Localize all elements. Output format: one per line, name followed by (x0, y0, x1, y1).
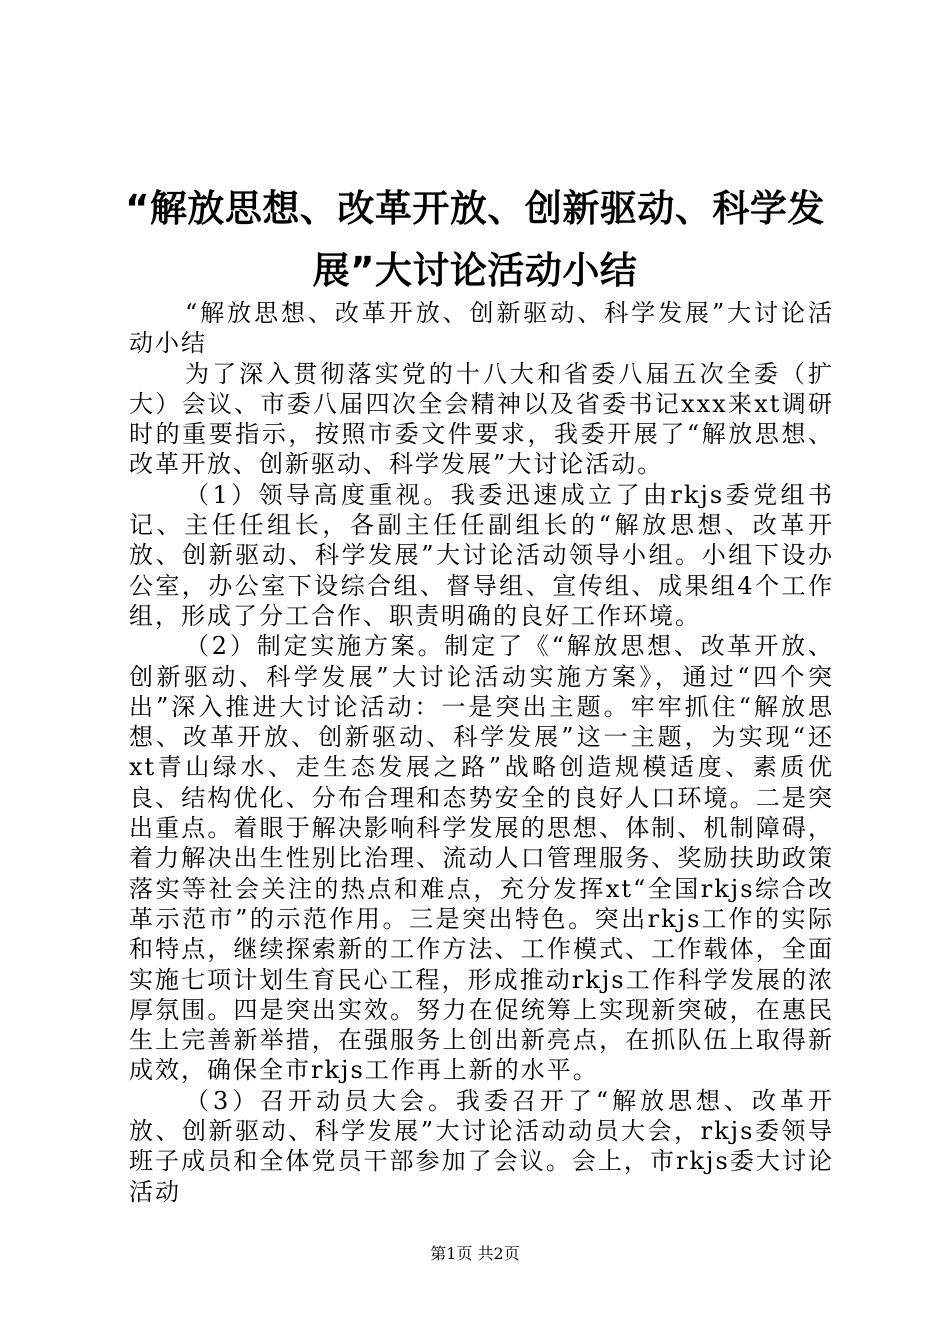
document-title (100, 178, 850, 302)
paragraph-subtitle: “解放思想、改革开放、创新驱动、科学发展”大讨论活动小结 (129, 299, 834, 358)
paragraph-meeting: （3）召开动员大会。我委召开了“解放思想、改革开放、创新驱动、科学发展”大讨论活动动员大会，rkjs委领导班子成员和全体党员干部参加了会议。会上，市rkjs委大讨论活动 (129, 1086, 834, 1206)
paragraph-intro: 为了深入贯彻落实党的十八大和省委八届五次全委（扩大）会议、市委八届四次全会精神以及省委书记xxx来xt调研时的重要指示，按照市委文件要求，我委开展了“解放思想、改革开放、创新驱动、科学发展”大讨论活动。 (129, 359, 834, 479)
page-footer: 第1页 共2页 (430, 1244, 520, 1263)
document-body (129, 298, 834, 1207)
paragraph-plan: （2）制定实施方案。制定了《“解放思想、改革开放、创新驱动、科学发展”大讨论活动实施方案》，通过“四个突出”深入推进大讨论活动：一是突出主题。牢牢抓住“解放思想、改革开放、创新驱动、科学发展”这一主题，为实现“还xt青山绿水、走生态发展之路”战略创造规模适度、素质优良、结构优化、分布合理和态势安全的良好人口环境。二是突出重点。着眼于解决影响科学发展的思想、体制、机制障碍，着力解决出生性别比治理、流动人口管理服务、奖励扶助政策落实等社会关注的热点和难点，充分发挥xt“全国rkjs综合改革示范市”的示范作用。三是突出特色。突出rkjs工作的实际和特点，继续探索新的工作方法、工作模式、工作载体，全面实施七项计划生育民心工程，形成推动rkjs工作科学发展的浓厚氛围。四是突出实效。努力在促统筹上实现新突破，在惠民生上完善新举措，在强服务上创出新亮点，在抓队伍上取得新成效，确保全市rkjs工作再上新的水平。 (129, 632, 834, 1085)
paragraph-leadership: （1）领导高度重视。我委迅速成立了由rkjs委党组书记、主任任组长，各副主任任副组长的“解放思想、改革开放、创新驱动、科学发展”大讨论活动领导小组。小组下设办公室，办公室下设综合组、督导组、宣传组、成果组4个工作组，形成了分工合作、职责明确的良好工作环境。 (129, 480, 834, 630)
document-title-line-1: “解放思想、改革开放、创新驱动、科学发 (125, 187, 825, 230)
document-title-line-2: 展”大讨论活动小结 (312, 249, 638, 292)
